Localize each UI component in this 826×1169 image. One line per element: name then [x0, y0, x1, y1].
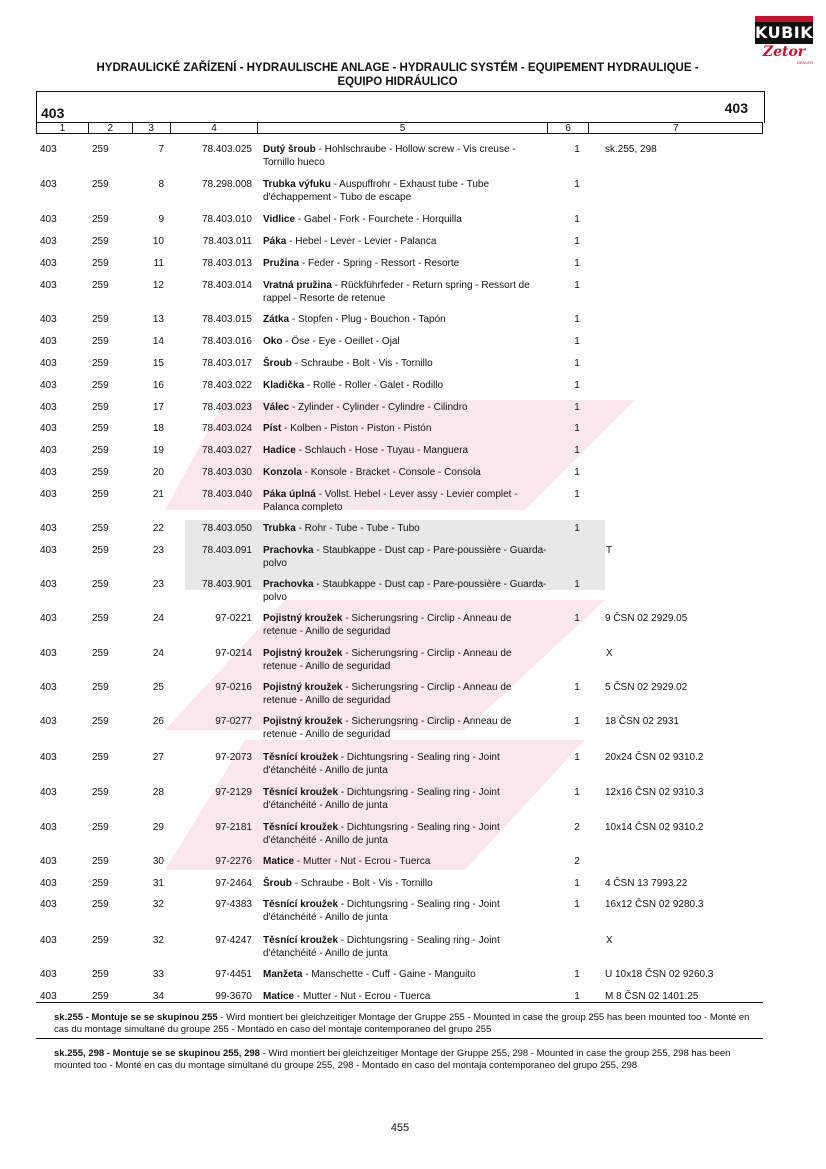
position-cell: 8 [158, 179, 164, 190]
note-cell: U 10x18 ČSN 02 9260.3 [605, 969, 714, 980]
part-name: Trubka [263, 523, 296, 534]
part-name: Zátka [263, 314, 290, 325]
part-number-cell: 78.403.013 [201, 258, 252, 269]
quantity-cell: 1 [574, 280, 580, 291]
column-header-4: 4 [171, 123, 259, 133]
part-name: Prachovka [263, 545, 314, 556]
part-number-cell: 97-4247 [215, 935, 252, 946]
quantity-cell: 1 [574, 613, 580, 624]
description-cell [263, 786, 548, 812]
col-2-cell: 259 [92, 935, 109, 946]
col-1-cell: 403 [40, 236, 57, 247]
part-name: Dutý šroub [263, 144, 316, 155]
part-name: Válec [263, 402, 290, 413]
group-number-right: 403 [724, 100, 748, 116]
description-cell [263, 488, 548, 514]
part-translations: - Rückführfeder - Return spring - Ressort de rappel - Resorte de retenue [263, 280, 530, 304]
quantity-cell: 1 [574, 752, 580, 763]
footnote-sk255-298 [54, 1048, 762, 1072]
position-cell: 22 [152, 523, 164, 534]
col-2-cell: 259 [92, 380, 109, 391]
col-2-cell: 259 [92, 613, 109, 624]
position-cell: 27 [152, 752, 164, 763]
position-cell: 12 [152, 280, 164, 291]
position-cell: 24 [152, 613, 164, 624]
description-cell [263, 235, 548, 248]
position-cell: 18 [152, 423, 164, 434]
part-translations: - Vollst. Hebel - Lever assy - Levier complet - Palanca completo [263, 489, 518, 513]
col-2-cell: 259 [92, 489, 109, 500]
col-1-cell: 403 [40, 969, 57, 980]
part-name: Oko [263, 336, 283, 347]
position-cell: 32 [152, 899, 164, 910]
part-number-cell: 78.403.017 [201, 358, 252, 369]
col-2-cell: 259 [92, 682, 109, 693]
title-line-1: HYDRAULICKÉ ZAŘÍZENÍ - HYDRAULISCHE ANLAGE - HYDRAULIC SYSTÉM - EQUIPEMENT HYDRAULIQUE - [96, 62, 699, 74]
position-cell: 17 [152, 402, 164, 413]
position-cell: 19 [152, 445, 164, 456]
description-cell [263, 522, 548, 535]
quantity-cell: 1 [574, 423, 580, 434]
part-number-cell: 97-0214 [215, 648, 252, 659]
description-cell [263, 422, 548, 435]
col-1-cell: 403 [40, 314, 57, 325]
quantity-cell: 1 [574, 787, 580, 798]
col-2-cell: 259 [92, 258, 109, 269]
part-translations: - Zylinder - Cylinder - Cylindre - Cilindro [289, 402, 468, 413]
position-cell: 23 [152, 545, 164, 556]
description-cell [263, 681, 548, 707]
quantity-cell: 1 [574, 236, 580, 247]
position-cell: 23 [152, 579, 164, 590]
part-number-cell: 97-0216 [215, 682, 252, 693]
logo-kubik-text: KUBIK [755, 23, 814, 42]
col-2-cell: 259 [92, 716, 109, 727]
part-translations: - Sicherungsring - Circlip - Anneau de retenue - Anillo de seguridad [263, 648, 512, 672]
footnote-sk255-298-text: - Wird montiert bei gleichzeitiger Montage der Gruppe 255, 298 - Mounted in case the group 255, 298 has been mounted too - Monté en cas du montage simultané du groupe 255, 298 - Montado en caso del montaja contemporaneo del grupo 255, 298 [54, 1048, 731, 1071]
column-header-1: 1 [37, 123, 89, 133]
footnote-sk255-label: sk.255 - Montuje se se skupinou 255 [54, 1012, 218, 1023]
part-translations: - Stopfen - Plug - Bouchon - Tapón [289, 314, 446, 325]
part-translations: - Schraube - Bolt - Vis - Tornillo [291, 358, 433, 369]
footnote-sk255 [54, 1012, 762, 1036]
part-translations: - Dichtungsring - Sealing ring - Joint d'étanchéité - Anillo de junta [263, 822, 500, 846]
col-1-cell: 403 [40, 402, 57, 413]
col-1-cell: 403 [40, 856, 57, 867]
description-cell [263, 898, 548, 924]
col-2-cell: 259 [92, 336, 109, 347]
quantity-cell: 1 [574, 878, 580, 889]
part-translations: - Hohlschraube - Hollow screw - Vis creuse - Tornillo hueco [263, 144, 516, 168]
position-cell: 16 [152, 380, 164, 391]
part-name: Hadice [263, 445, 296, 456]
description-cell [263, 751, 548, 777]
col-2-cell: 259 [92, 423, 109, 434]
part-translations: - Auspuffrohr - Exhaust tube - Tube d'échappement - Tubo de escape [263, 179, 490, 203]
quantity-cell: 1 [574, 314, 580, 325]
page-title [40, 61, 755, 89]
col-2-cell: 259 [92, 579, 109, 590]
column-header-5: 5 [258, 123, 547, 133]
col-1-cell: 403 [40, 445, 57, 456]
position-cell: 28 [152, 787, 164, 798]
part-number-cell: 78.403.016 [201, 336, 252, 347]
position-cell: 10 [152, 236, 164, 247]
col-1-cell: 403 [40, 716, 57, 727]
col-1-cell: 403 [40, 822, 57, 833]
part-number-cell: 78.403.023 [201, 402, 252, 413]
part-translations: - Konsole - Bracket - Console - Consola [301, 467, 481, 478]
col-1-cell: 403 [40, 991, 57, 1002]
part-number-cell: 97-0221 [215, 613, 252, 624]
part-name: Konzola [263, 467, 302, 478]
part-translations: - Sicherungsring - Circlip - Anneau de retenue - Anillo de seguridad [263, 716, 512, 740]
position-cell: 20 [152, 467, 164, 478]
group-number-left: 403 [41, 105, 65, 121]
part-translations: - Öse - Eye - Oeillet - Ojal [282, 336, 400, 347]
part-translations: - Dichtungsring - Sealing ring - Joint d'étanchéité - Anillo de junta [263, 787, 500, 811]
part-number-cell: 78.403.010 [201, 214, 252, 225]
description-cell [263, 335, 548, 348]
position-cell: 32 [152, 935, 164, 946]
col-1-cell: 403 [40, 752, 57, 763]
description-cell [263, 934, 548, 960]
col-1-cell: 403 [40, 787, 57, 798]
position-cell: 25 [152, 682, 164, 693]
part-number-cell: 99-3670 [215, 991, 252, 1002]
table-bottom-rule [36, 1002, 763, 1003]
note-cell: 5 ČSN 02 2929.02 [605, 682, 688, 693]
description-cell [263, 466, 548, 479]
description-cell [263, 855, 548, 868]
col-1-cell: 403 [40, 358, 57, 369]
position-cell: 9 [158, 214, 164, 225]
description-cell [263, 178, 548, 204]
part-translations: - Mutter - Nut - Ecrou - Tuerca [294, 991, 431, 1002]
col-2-cell: 259 [92, 314, 109, 325]
col-2-cell: 259 [92, 179, 109, 190]
note-cell: 9 ČSN 02 2929.05 [605, 613, 688, 624]
part-number-cell: 78.403.091 [201, 545, 252, 556]
col-1-cell: 403 [40, 613, 57, 624]
part-number-cell: 78.403.011 [202, 236, 252, 247]
description-cell [263, 821, 548, 847]
part-name: Šroub [263, 878, 292, 889]
part-name: Pojistný kroužek [263, 682, 343, 693]
col-1-cell: 403 [40, 380, 57, 391]
col-2-cell: 259 [92, 991, 109, 1002]
part-number-cell: 97-0277 [215, 716, 252, 727]
position-cell: 7 [158, 144, 164, 155]
part-number-cell: 78.298.008 [201, 179, 252, 190]
part-translations: - Sicherungsring - Circlip - Anneau de retenue - Anillo de seguridad [263, 613, 512, 637]
part-translations: - Schraube - Bolt - Vis - Tornillo [291, 878, 433, 889]
part-name: Trubka výfuku [263, 179, 331, 190]
footnote-rule [36, 1038, 763, 1039]
description-cell [263, 401, 548, 414]
position-cell: 21 [152, 489, 164, 500]
col-1-cell: 403 [40, 579, 57, 590]
quantity-cell: 1 [574, 467, 580, 478]
quantity-cell: 1 [574, 523, 580, 534]
page-number: 455 [390, 1122, 410, 1134]
position-cell: 11 [153, 258, 164, 269]
part-translations: - Dichtungsring - Sealing ring - Joint d'étanchéité - Anillo de junta [263, 752, 500, 776]
column-header-row [36, 122, 763, 134]
col-2-cell: 259 [92, 648, 109, 659]
part-name: Těsnící kroužek [263, 822, 339, 833]
part-name: Matice [263, 856, 295, 867]
part-name: Pojistný kroužek [263, 716, 343, 727]
description-cell [263, 379, 548, 392]
part-name: Pružina [263, 258, 300, 269]
part-number-cell: 97-2129 [215, 787, 252, 798]
quantity-cell: 1 [574, 336, 580, 347]
logo-zetor-text: Zetor [762, 44, 806, 60]
note-cell: 16x12 ČSN 02 9280.3 [605, 899, 704, 910]
part-translations: - Rolle - Roller - Galet - Rodillo [304, 380, 444, 391]
part-number-cell: 78.403.015 [201, 314, 252, 325]
position-cell: 30 [152, 856, 164, 867]
col-2-cell: 259 [92, 467, 109, 478]
note-cell: T [606, 545, 613, 556]
col-2-cell: 259 [92, 899, 109, 910]
part-number-cell: 97-2073 [215, 752, 252, 763]
col-1-cell: 403 [40, 545, 57, 556]
col-1-cell: 403 [40, 280, 57, 291]
part-name: Těsnící kroužek [263, 787, 339, 798]
quantity-cell: 1 [574, 445, 580, 456]
col-2-cell: 259 [92, 236, 109, 247]
footnote-sk255-text: - Wird montiert bei gleichzeitiger Montage der Gruppe 255 - Mounted in case the group 255 has been mounted too - Monté en cas du montage simultané du groupe 255 - Montado en caso del montaje contemporaneo del grupo 255 [54, 1012, 750, 1035]
part-translations: - Staubkappe - Dust cap - Pare-poussière - Guarda-polvo [263, 545, 547, 569]
col-2-cell: 259 [92, 787, 109, 798]
column-header-6: 6 [548, 123, 590, 133]
footnote-sk255-298-label: sk.255, 298 - Montuje se se skupinou 255, 298 [54, 1048, 260, 1059]
col-2-cell: 259 [92, 878, 109, 889]
group-header-box [36, 91, 765, 123]
col-1-cell: 403 [40, 935, 57, 946]
description-cell [263, 968, 548, 981]
part-name: Kladička [263, 380, 305, 391]
quantity-cell: 1 [574, 402, 580, 413]
part-number-cell: 97-2181 [215, 822, 252, 833]
col-1-cell: 403 [40, 878, 57, 889]
part-name: Pojistný kroužek [263, 613, 343, 624]
part-name: Píst [263, 423, 282, 434]
part-number-cell: 78.403.024 [201, 423, 252, 434]
part-translations: - Sicherungsring - Circlip - Anneau de retenue - Anillo de seguridad [263, 682, 512, 706]
quantity-cell: 1 [574, 969, 580, 980]
quantity-cell: 1 [574, 489, 580, 500]
part-translations: - Staubkappe - Dust cap - Pare-poussière - Guarda-polvo [263, 579, 547, 603]
position-cell: 31 [152, 878, 164, 889]
col-2-cell: 259 [92, 545, 109, 556]
part-name: Těsnící kroužek [263, 899, 339, 910]
quantity-cell: 1 [574, 991, 580, 1002]
description-cell [263, 544, 548, 570]
part-number-cell: 97-4451 [215, 969, 252, 980]
quantity-cell: 1 [574, 179, 580, 190]
part-number-cell: 78.403.025 [201, 144, 252, 155]
description-cell [263, 257, 548, 270]
part-name: Pojistný kroužek [263, 648, 343, 659]
col-1-cell: 403 [40, 899, 57, 910]
col-1-cell: 403 [40, 648, 57, 659]
part-translations: - Dichtungsring - Sealing ring - Joint d'étanchéité - Anillo de junta [263, 899, 500, 923]
part-number-cell: 78.403.040 [201, 489, 252, 500]
description-cell [263, 313, 548, 326]
col-2-cell: 259 [92, 523, 109, 534]
description-cell [263, 715, 548, 741]
col-1-cell: 403 [40, 214, 57, 225]
part-name: Prachovka [263, 579, 314, 590]
part-name: Páka úplná [263, 489, 316, 500]
note-cell: 20x24 ČSN 02 9310.2 [605, 752, 704, 763]
description-cell [263, 578, 548, 604]
part-translations: - Dichtungsring - Sealing ring - Joint d'étanchéité - Anillo de junta [263, 935, 500, 959]
col-2-cell: 259 [92, 856, 109, 867]
description-cell [263, 279, 548, 305]
position-cell: 34 [152, 991, 164, 1002]
column-header-7: 7 [672, 123, 679, 134]
part-name: Páka [263, 236, 287, 247]
part-number-cell: 78.403.050 [201, 523, 252, 534]
part-name: Těsnící kroužek [263, 935, 339, 946]
col-2-cell: 259 [92, 445, 109, 456]
col-1-cell: 403 [40, 179, 57, 190]
description-cell [263, 647, 548, 673]
quantity-cell: 1 [574, 899, 580, 910]
quantity-cell: 1 [574, 682, 580, 693]
position-cell: 15 [152, 358, 164, 369]
note-cell: X [606, 935, 613, 946]
description-cell [263, 612, 548, 638]
col-1-cell: 403 [40, 523, 57, 534]
part-number-cell: 78.403.901 [201, 579, 252, 590]
position-cell: 33 [152, 969, 164, 980]
part-translations: - Schlauch - Hose - Tuyau - Manguera [295, 445, 469, 456]
part-number-cell: 97-4383 [215, 899, 252, 910]
description-cell [263, 444, 548, 457]
quantity-cell: 2 [574, 856, 580, 867]
note-cell: 10x14 ČSN 02 9310.2 [605, 822, 704, 833]
position-cell: 14 [152, 336, 164, 347]
title-line-2: EQUIPO HIDRÁULICO [337, 76, 458, 88]
col-1-cell: 403 [40, 489, 57, 500]
part-name: Vratná pružina [263, 280, 332, 291]
col-2-cell: 259 [92, 969, 109, 980]
col-2-cell: 259 [92, 402, 109, 413]
position-cell: 24 [152, 648, 164, 659]
quantity-cell: 1 [574, 579, 580, 590]
col-1-cell: 403 [40, 144, 57, 155]
quantity-cell: 1 [574, 716, 580, 727]
part-name: Těsnící kroužek [263, 752, 339, 763]
part-number-cell: 97-2276 [215, 856, 252, 867]
note-cell: 18 ČSN 02 2931 [605, 716, 679, 727]
part-number-cell: 78.403.027 [201, 445, 252, 456]
description-cell [263, 357, 548, 370]
part-number-cell: 78.403.022 [201, 380, 252, 391]
position-cell: 26 [152, 716, 164, 727]
position-cell: 29 [152, 822, 164, 833]
quantity-cell: 2 [574, 822, 580, 833]
part-translations: - Hebel - Lever - Levier - Palanca [286, 236, 437, 247]
part-translations: - Kolben - Piston - Piston - Pistón [281, 423, 432, 434]
quantity-cell: 1 [574, 144, 580, 155]
quantity-cell: 1 [574, 214, 580, 225]
column-header-3: 3 [133, 123, 171, 133]
note-cell: 4 ČSN 13 7993.22 [605, 878, 688, 889]
col-1-cell: 403 [40, 258, 57, 269]
col-2-cell: 259 [92, 752, 109, 763]
part-translations: - Rohr - Tube - Tube - Tubo [295, 523, 420, 534]
col-2-cell: 259 [92, 144, 109, 155]
kubik-zetor-logo [755, 16, 813, 66]
logo-dealer-text: DEALER [796, 60, 813, 65]
col-1-cell: 403 [40, 423, 57, 434]
part-name: Vidlice [263, 214, 296, 225]
quantity-cell: 1 [574, 358, 580, 369]
col-2-cell: 259 [92, 822, 109, 833]
col-1-cell: 403 [40, 336, 57, 347]
note-cell: M 8 ČSN 02 1401.25 [605, 991, 699, 1002]
part-number-cell: 78.403.014 [201, 280, 252, 291]
part-number-cell: 78.403.030 [201, 467, 252, 478]
part-name: Matice [263, 991, 295, 1002]
note-cell: X [606, 648, 613, 659]
description-cell [263, 143, 548, 169]
part-translations: - Mutter - Nut - Ecrou - Tuerca [294, 856, 431, 867]
part-number-cell: 97-2464 [215, 878, 252, 889]
col-2-cell: 259 [92, 214, 109, 225]
part-translations: - Manschette - Cuff - Gaine - Manguito [302, 969, 476, 980]
part-name: Šroub [263, 358, 292, 369]
col-2-cell: 259 [92, 280, 109, 291]
quantity-cell: 1 [574, 258, 580, 269]
col-1-cell: 403 [40, 467, 57, 478]
quantity-cell: 1 [574, 380, 580, 391]
part-translations: - Gabel - Fork - Fourchete - Horquilla [295, 214, 462, 225]
position-cell: 13 [152, 314, 164, 325]
note-cell: sk.255, 298 [605, 144, 657, 155]
description-cell [263, 213, 548, 226]
col-2-cell: 259 [92, 358, 109, 369]
col-1-cell: 403 [40, 682, 57, 693]
part-translations: - Feder - Spring - Ressort - Resorte [299, 258, 460, 269]
note-cell: 12x16 ČSN 02 9310.3 [605, 787, 704, 798]
column-header-2: 2 [89, 123, 133, 133]
part-name: Manžeta [263, 969, 303, 980]
description-cell [263, 877, 548, 890]
